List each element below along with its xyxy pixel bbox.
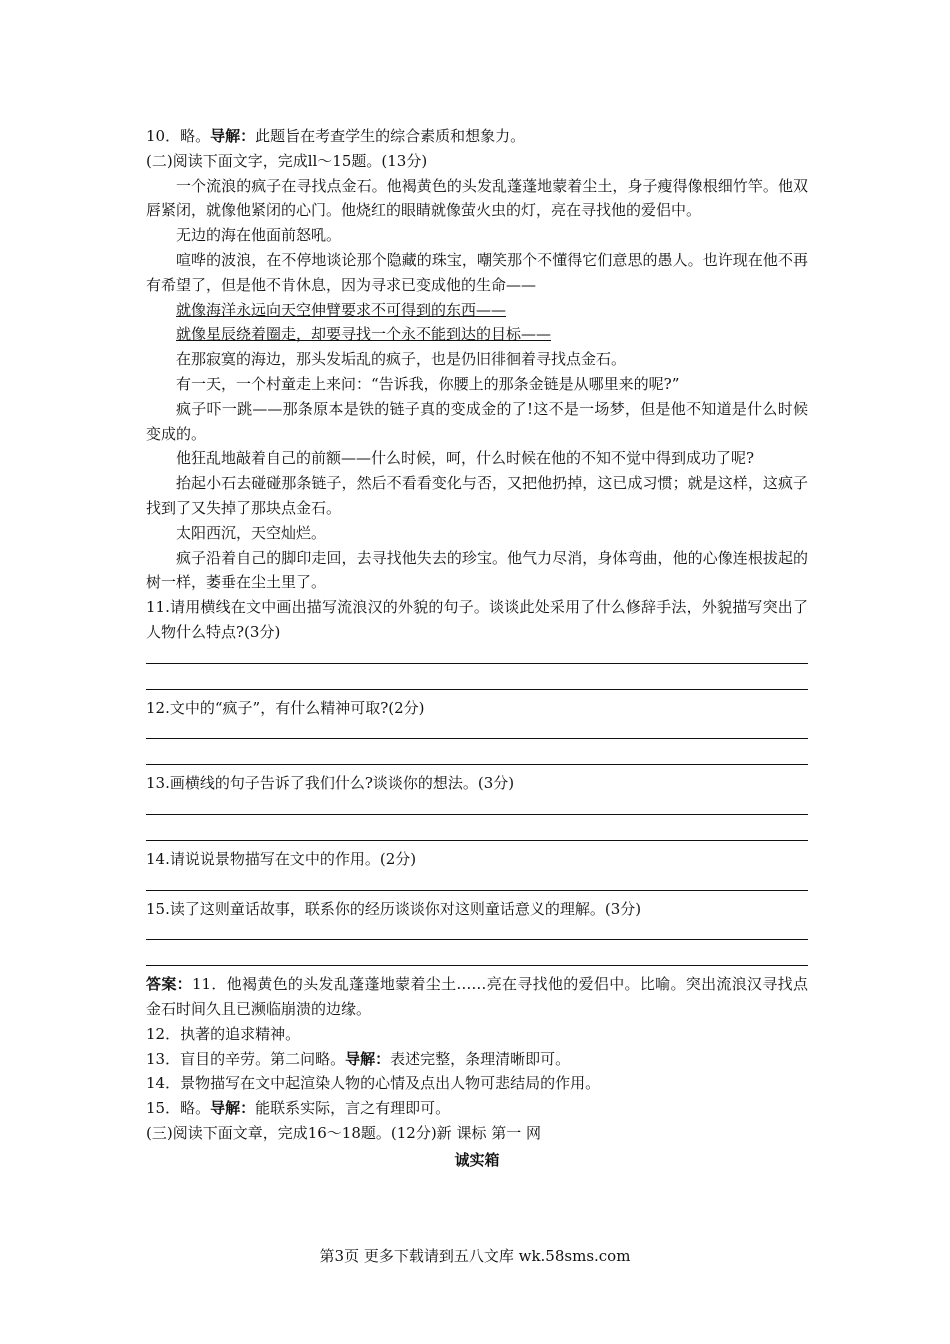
answer-11 (146, 972, 808, 1022)
passage-paragraph: 在那寂寞的海边，那头发垢乱的疯子，也是仍旧徘徊着寻找点金石。 (176, 350, 627, 369)
answer-15-label: 导解： (210, 1099, 256, 1118)
question-11: 11.请用横线在文中画出描写流浪汉的外貌的句子。谈谈此处采用了什么修辞手法，外貌描写突出了人物什么特点?(3分) (146, 598, 808, 641)
passage-paragraph: 有一天，一个村童走上来问：“告诉我，你腰上的那条金链是从哪里来的呢?” (176, 374, 680, 393)
underlined-sentence (146, 298, 808, 323)
next-article-title: 诚实箱 (454, 1150, 500, 1169)
underlined-text: 就像海洋永远向天空伸臂要求不可得到的东西—— (176, 300, 507, 319)
question-15: 15.读了这则童话故事，联系你的经历谈谈你对这则童话意义的理解。(3分) (146, 899, 642, 918)
answer-line (146, 645, 808, 664)
question-13: 13.画横线的句子告诉了我们什么?谈谈你的想法。(3分) (146, 774, 515, 793)
answer-line (146, 815, 808, 841)
q10-lead: 10．略。 (146, 127, 211, 145)
q10-text: 此题旨在考查学生的综合素质和想象力。 (255, 127, 526, 145)
page-footer: 第3页 更多下载请到五八文库 wk.58sms.com (319, 1247, 631, 1265)
underlined-text: 就像星辰绕着圈走，却要寻找一个永不能到达的目标—— (176, 325, 552, 344)
passage-paragraph: 太阳西沉，天空灿烂。 (176, 523, 327, 542)
answer-line (146, 921, 808, 940)
question-12: 12.文中的“疯子”，有什么精神可取?(2分) (146, 698, 425, 717)
answer-line (146, 796, 808, 815)
passage-paragraph: 无边的海在他面前怒吼。 (176, 226, 342, 245)
passage-paragraph: 抬起小石去碰碰那条链子，然后不看看变化与否，又把他扔掉，这已成习惯；就是这样，这疯子找到了又失掉了那块点金石。 (146, 474, 808, 517)
answer-line (146, 739, 808, 765)
answer-15 (146, 1096, 808, 1121)
question-14: 14.请说说景物描写在文中的作用。(2分) (146, 849, 417, 868)
answer-14: 14．景物描写在文中起渲染人物的心情及点出人物可悲结局的作用。 (146, 1074, 601, 1093)
answer-15-lead: 15．略。 (146, 1099, 211, 1118)
passage-paragraph: 喧哗的波浪，在不停地谈论那个隐藏的珠宝，嘲笑那个不懂得它们意思的愚人。也许现在他不再有希望了，但是他不肯休息，因为寻求已变成他的生命—— (146, 250, 808, 294)
underlined-sentence (146, 322, 808, 347)
answer-11-text: 11．他褐黄色的头发乱蓬蓬地蒙着尘土……亮在寻找他的爱侣中。比喻。突出流浪汉寻找点金石时间久且已濒临崩溃的边缘。 (146, 975, 808, 1018)
answer-13-lead: 13．盲目的辛劳。第二问略。 (146, 1049, 346, 1068)
answer-13 (146, 1047, 808, 1072)
answer-line (146, 720, 808, 739)
passage-paragraph: 他狂乱地敲着自己的前额——什么时候，呵，什么时候在他的不知不觉中得到成功了呢? (176, 449, 755, 468)
answer-15-text: 能联系实际，言之有理即可。 (255, 1099, 451, 1118)
passage-paragraph: 疯子吓一跳——那条原本是铁的链子真的变成金的了!这不是一场梦，但是他不知道是什么时候变成的。 (146, 399, 808, 443)
q10-answer (146, 124, 808, 149)
passage-paragraph: 一个流浪的疯子在寻找点金石。他褐黄色的头发乱蓬蓬地蒙着尘土，身子瘦得像根细竹竿。他双唇紧闭，就像他紧闭的心门。他烧红的眼睛就像萤火虫的灯，亮在寻找他的爱侣中。 (146, 176, 808, 220)
section3-title: (三)阅读下面文章，完成16～18题。(12分)新 课标 第一 网 (146, 1123, 541, 1142)
answers-label: 答案： (146, 975, 192, 994)
answer-13-text: 表述完整，条理清晰即可。 (390, 1049, 571, 1068)
answer-13-label: 导解： (345, 1049, 391, 1068)
passage-paragraph: 疯子沿着自己的脚印走回，去寻找他失去的珍宝。他气力尽消，身体弯曲，他的心像连根拔起的树一样，萎垂在尘土里了。 (146, 548, 808, 592)
answer-line (146, 664, 808, 690)
answer-line (146, 940, 808, 966)
q10-label: 导解： (210, 127, 256, 145)
document-page (146, 124, 808, 1172)
answer-12: 12．执著的追求精神。 (146, 1024, 301, 1043)
section2-title: (二)阅读下面文字，完成ll～15题。(13分) (146, 151, 428, 170)
answer-line (146, 872, 808, 891)
